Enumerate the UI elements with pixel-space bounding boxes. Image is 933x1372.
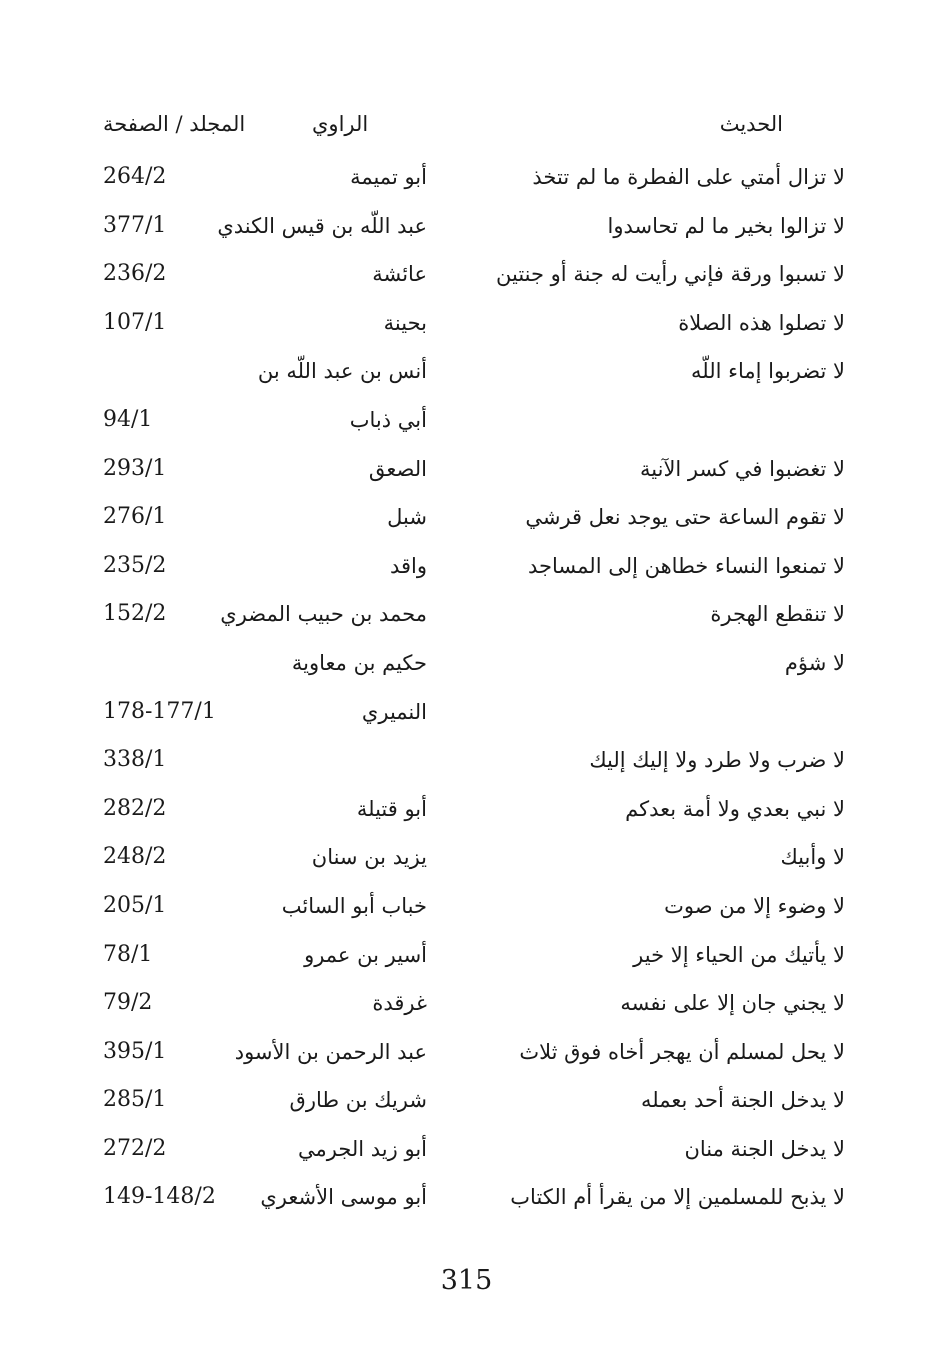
narrator-name: عبد الرحمن بن الأسود (234, 1039, 427, 1064)
volume-page-ref: 338/1 (103, 747, 167, 773)
table-row (0, 1127, 933, 1176)
narrator-name: خباب أبو السائب (281, 893, 427, 918)
page-number: 315 (440, 1265, 493, 1296)
hadith-text: لا تسبوا ورقة فإني رأيت له جنة أو جنتين (496, 262, 845, 287)
narrator-name: أبو زيد الجرمي (297, 1136, 427, 1161)
volume-page-ref: 79/2 (103, 990, 153, 1016)
table-row (0, 690, 933, 739)
hadith-text: لا يأتيك من الحياء إلا خير (633, 942, 845, 967)
hadith-text: لا وضوء إلا من صوت (664, 893, 845, 918)
column-header-volume-page: المجلد / الصفحة (103, 112, 246, 136)
narrator-name: محمد بن حبيب المضري (220, 602, 427, 627)
table-row (0, 592, 933, 641)
hadith-text: لا تغضبوا في كسر الآنية (640, 456, 845, 481)
narrator-name: حكيم بن معاوية (291, 650, 427, 675)
hadith-text: لا تزال أمتي على الفطرة ما لم تتخذ (532, 165, 845, 189)
hadith-text: لا شؤم (784, 650, 845, 675)
table-row (0, 495, 933, 544)
table-row (0, 544, 933, 593)
narrator-name: أبي ذباب (349, 407, 427, 432)
hadith-text: لا تزالوا بخير ما لم تحاسدوا (607, 213, 845, 238)
narrator-name: واقد (389, 553, 427, 578)
hadith-text: لا نبي بعدي ولا أمة بعدكم (625, 796, 845, 821)
hadith-text: لا يحل لمسلم أن يهجر أخاه فوق ثلاث (519, 1039, 845, 1064)
volume-page-ref: 78/1 (103, 941, 153, 967)
narrator-name: النميري (361, 699, 427, 724)
volume-page-ref: 285/1 (103, 1087, 167, 1113)
hadith-text: لا تمنعوا النساء خطاهن إلى المساجد (528, 553, 845, 578)
table-row (0, 1175, 933, 1224)
volume-page-ref: 272/2 (103, 1135, 167, 1161)
narrator-name: يزيد بن سنان (311, 845, 427, 870)
volume-page-ref: 377/1 (103, 212, 167, 238)
table-row (0, 933, 933, 982)
narrator-name: شبل (387, 505, 427, 530)
volume-page-ref: 293/1 (103, 455, 167, 481)
index-table (0, 155, 933, 1224)
narrator-name: بحينة (383, 310, 427, 335)
narrator-name: أبو تميمة (350, 165, 427, 189)
table-row (0, 204, 933, 253)
table-row (0, 447, 933, 496)
volume-page-ref: 149-148/2 (103, 1184, 216, 1210)
hadith-text: لا يذبح للمسلمين إلا من يقرأ أم الكتاب (510, 1185, 845, 1210)
table-row (0, 835, 933, 884)
volume-page-ref: 107/1 (103, 309, 167, 335)
hadith-text: لا تنقطع الهجرة (710, 602, 845, 627)
hadith-text: لا يدخل الجنة منان (684, 1136, 845, 1161)
table-row (0, 1078, 933, 1127)
volume-page-ref: 276/1 (103, 504, 167, 530)
volume-page-ref: 94/1 (103, 406, 153, 432)
table-row (0, 981, 933, 1030)
narrator-name: أنس بن عبد اللّه بن (257, 359, 427, 384)
volume-page-ref: 178-177/1 (103, 698, 216, 724)
hadith-text: لا تضربوا إماء اللّه (691, 359, 845, 384)
volume-page-ref: 282/2 (103, 795, 167, 821)
volume-page-ref: 395/1 (103, 1038, 167, 1064)
hadith-text: لا يدخل الجنة أحد بعمله (641, 1088, 845, 1113)
volume-page-ref: 264/2 (103, 164, 167, 189)
narrator-name: أبو قتيلة (356, 796, 427, 821)
volume-page-ref: 236/2 (103, 261, 167, 287)
hadith-text: لا وأبيك (780, 845, 845, 870)
narrator-name: شريك بن طارق (289, 1088, 427, 1113)
table-row (0, 884, 933, 933)
volume-page-ref: 205/1 (103, 892, 167, 918)
hadith-text: لا تقوم الساعة حتى يوجد نعل قرشي (525, 505, 845, 530)
narrator-name: الصعق (368, 456, 427, 481)
hadith-text: لا تصلوا هذه الصلاة (678, 310, 845, 335)
narrator-name: غرقدة (372, 991, 427, 1016)
column-header-hadith: الحديث (719, 112, 783, 136)
table-row (0, 398, 933, 447)
table-row (0, 252, 933, 301)
hadith-text: لا يجني جان إلا على نفسه (620, 991, 845, 1016)
volume-page-ref: 235/2 (103, 552, 167, 578)
table-row (0, 349, 933, 398)
narrator-name: أسير بن عمرو (304, 942, 427, 967)
table-row (0, 301, 933, 350)
volume-page-ref: 152/2 (103, 601, 167, 627)
table-row (0, 787, 933, 836)
table-row (0, 641, 933, 690)
hadith-text: لا ضرب ولا طرد ولا إليك إليك (589, 748, 845, 773)
narrator-name: أبو موسى الأشعري (260, 1185, 427, 1210)
table-row (0, 738, 933, 787)
volume-page-ref: 248/2 (103, 844, 167, 870)
narrator-name: عائشة (372, 262, 427, 287)
narrator-name: عبد اللّه بن قيس الكندي (217, 213, 427, 238)
table-row (0, 155, 933, 204)
table-row (0, 1030, 933, 1079)
column-header-narrator: الراوي (312, 112, 369, 136)
